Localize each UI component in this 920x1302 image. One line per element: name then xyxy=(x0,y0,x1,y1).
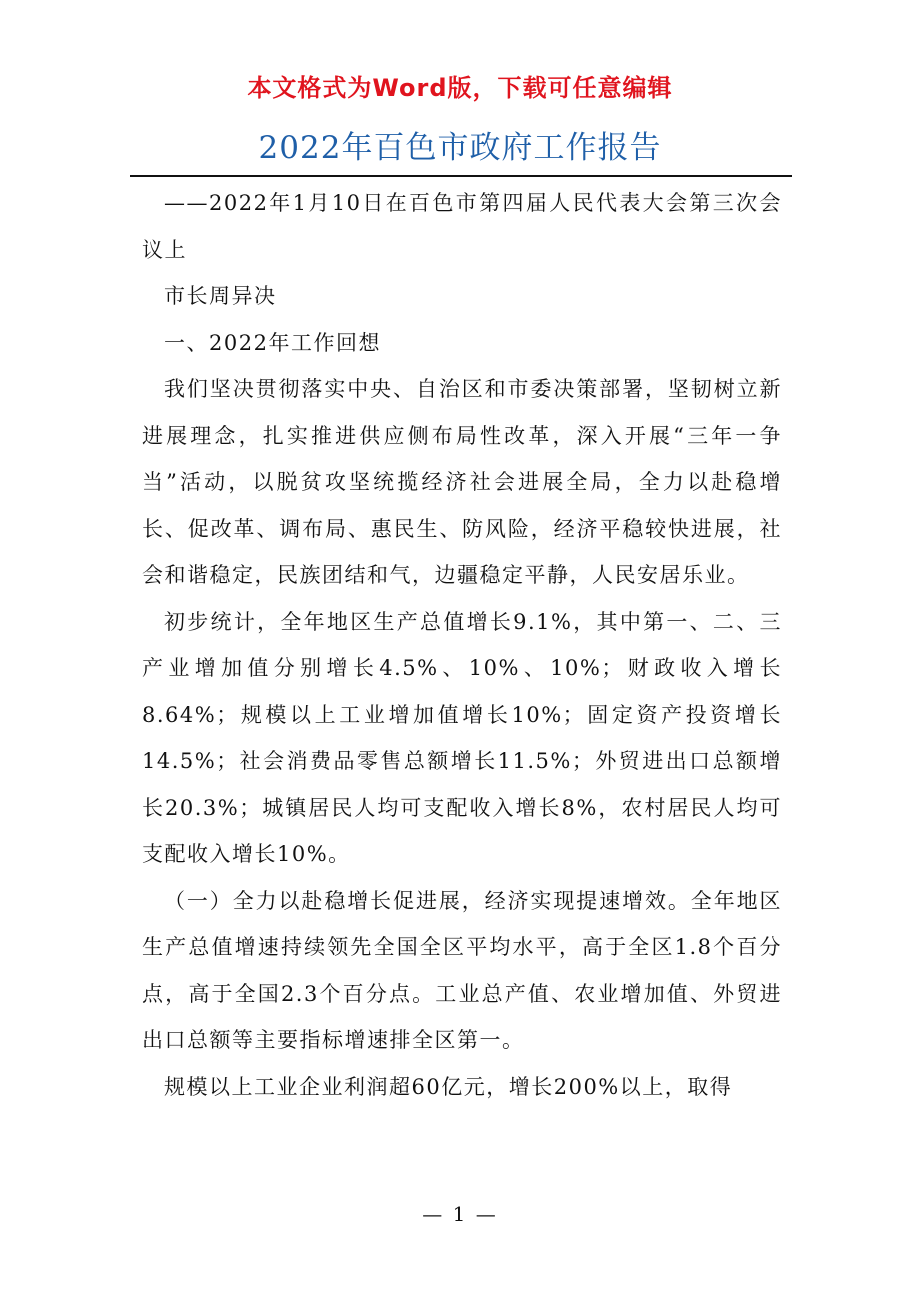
paragraph: 初步统计，全年地区生产总值增长9.1%，其中第一、二、三产业增加值分别增长4.5%、10%、10%；财政收入增长8.64%；规模以上工业增加值增长10%；固定资产投资增长14.5%；社会消费品零售总额增长11.5%；外贸进出口总额增长20.3%；城镇居民人均可支配收入增长8%，农村居民人均可支配收入增长10%。 xyxy=(142,609,782,866)
subtitle-line: ——2022年1月10日在百色市第四届人民代表大会第三次会议上 xyxy=(142,191,782,262)
author-line: 市长周异决 xyxy=(164,284,277,308)
format-banner: 本文格式为Word版，下载可任意编辑 xyxy=(247,74,673,102)
paragraph: （一）全力以赴稳增长促进展，经济实现提速增效。全年地区生产总值增速持续领先全国全区平均水平，高于全区1.8个百分点，高于全国2.3个百分点。工业总产值、农业增加值、外贸进出口总额等主要指标增速排全区第一。 xyxy=(142,888,782,1052)
paragraph: 规模以上工业企业利润超60亿元，增长200%以上，取得 xyxy=(164,1074,733,1099)
page-number: — 1 — xyxy=(422,1202,498,1226)
section-heading: 一、2022年工作回想 xyxy=(164,330,381,355)
document-title: 2022年百色市政府工作报告 xyxy=(258,130,662,166)
title-divider xyxy=(130,175,792,177)
paragraph: 我们坚决贯彻落实中央、自治区和市委决策部署，坚韧树立新进展理念，扎实推进供应侧布局性改革，深入开展“三年一争当”活动，以脱贫攻坚统揽经济社会进展全局，全力以赴稳增长、促改革、调布局、惠民生、防风险，经济平稳较快进展，社会和谐稳定，民族团结和气，边疆稳定平静，人民安居乐业。 xyxy=(142,377,782,587)
document-body xyxy=(142,180,782,1110)
